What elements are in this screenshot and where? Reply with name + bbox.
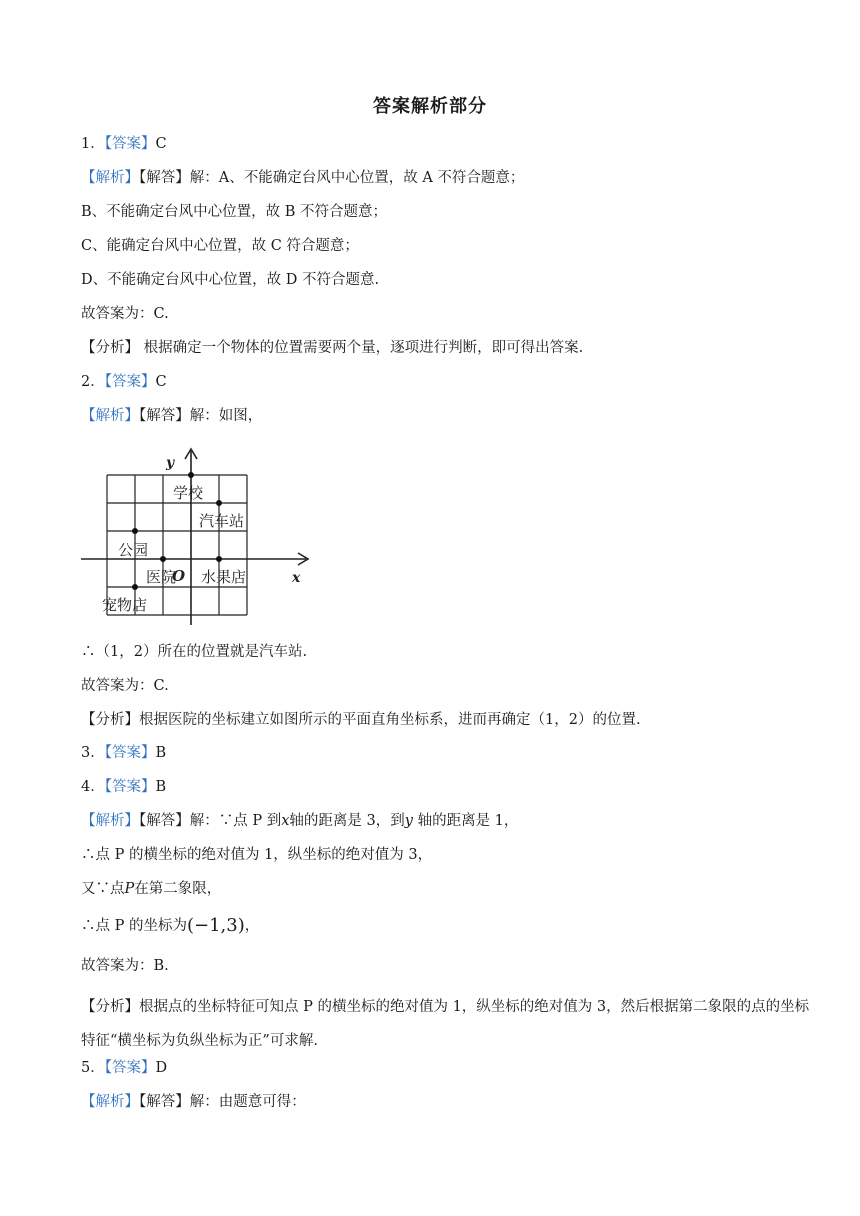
q1-text-4: D、不能确定台风中心位置，故 D 不符合题意.	[81, 272, 380, 288]
q4-x-symbol: x	[281, 813, 290, 829]
q4-text-1b: 轴的距离是 3，到	[289, 813, 405, 829]
q1-answer: C	[155, 136, 167, 152]
answer-tag: 【答案】	[104, 745, 156, 761]
q2-text-2: ∴（1，2）所在的位置就是汽车站.	[81, 644, 308, 660]
jieda-tag: 【解答】	[139, 408, 190, 424]
q4-text-2: ∴点 P 的横坐标的绝对值为 1，纵坐标的绝对值为 3，	[81, 847, 433, 863]
place-pet-store: 宠物店	[102, 596, 148, 614]
answer-tag: 【答案】	[104, 1060, 156, 1076]
q1-text-2: B、不能确定台风中心位置，故 B 不符合题意；	[81, 204, 388, 220]
q4-text-3a: 又∵点	[81, 881, 125, 897]
answer-tag: 【答案】	[104, 779, 156, 795]
q2-solution-line-1	[81, 406, 262, 426]
place-park: 公园	[118, 541, 149, 559]
jieda-tag: 【解答】	[139, 170, 190, 186]
jieda-tag: 【解答】	[139, 813, 190, 829]
q5-answer: D	[155, 1060, 168, 1076]
q3-number: 3．	[81, 745, 105, 761]
bus-station-dot	[216, 500, 222, 506]
place-fruit-store: 水果店	[201, 568, 247, 586]
q4-text-4b: ，	[244, 918, 260, 934]
q4-text-1a: 解：∵点 P 到	[189, 813, 282, 829]
q4-analysis-line	[81, 990, 811, 1058]
q4-text-3b: 在第二象限，	[134, 881, 222, 897]
q5-answer-line	[81, 1058, 167, 1078]
q4-p-symbol: P	[124, 881, 135, 897]
jiexi-tag: 【解析】	[81, 1094, 139, 1110]
q5-number: 5．	[81, 1060, 105, 1076]
q4-solution-line-1	[81, 811, 518, 831]
q2-number: 2．	[81, 374, 105, 390]
q2-answer-line	[81, 372, 167, 392]
jiexi-tag: 【解析】	[81, 170, 139, 186]
q4-y-symbol: y	[404, 813, 413, 829]
fruit-store-dot	[216, 556, 222, 562]
place-school: 学校	[173, 484, 204, 502]
y-axis-label: y	[166, 455, 175, 471]
q5-text-1: 解：由题意可得：	[189, 1094, 306, 1110]
q1-analysis: 根据确定一个物体的位置需要两个量，逐项进行判断，即可得出答案.	[139, 340, 584, 356]
x-axis-label: x	[292, 570, 301, 586]
page-title: 答案解析部分	[373, 96, 487, 117]
q1-text-3: C、能确定台风中心位置，故 C 符合题意；	[81, 238, 359, 254]
q5-solution-line-1	[81, 1092, 306, 1112]
fenxi-tag: 【分析】	[81, 340, 139, 356]
q1-solution-line-1	[81, 168, 524, 188]
q2-answer: C	[155, 374, 167, 390]
fenxi-tag: 【分析】	[81, 712, 139, 728]
place-bus-station: 汽车站	[199, 512, 245, 530]
answer-tag: 【答案】	[104, 374, 156, 390]
fenxi-tag: 【分析】	[81, 999, 139, 1015]
q1-answer-line	[81, 134, 167, 154]
q4-text-4-line	[81, 916, 259, 936]
park-dot	[132, 528, 138, 534]
school-dot	[188, 472, 194, 478]
q4-text-1c: 轴的距离是 1，	[412, 813, 519, 829]
q4-coordinate: (−1,3)	[186, 915, 245, 936]
q4-number: 4．	[81, 779, 105, 795]
q1-number: 1．	[81, 136, 105, 152]
hospital-dot	[160, 556, 166, 562]
q4-answer-line	[81, 777, 166, 797]
q1-analysis-line	[81, 338, 583, 358]
place-hospital: 医院	[146, 568, 177, 586]
q1-text-1: 解：A、不能确定台风中心位置，故 A 不符合题意；	[189, 170, 525, 186]
q4-analysis: 根据点的坐标特征可知点 P 的横坐标的绝对值为 1，纵坐标的绝对值为 3，然后根据第二象限的点的坐标特征“横坐标为负纵坐标为正”可求解.	[81, 999, 810, 1049]
q2-text-1: 解：如图，	[189, 408, 263, 424]
pet-store-dot	[132, 584, 138, 590]
q2-analysis-line	[81, 710, 641, 730]
origin-label: O	[172, 567, 186, 585]
jiexi-tag: 【解析】	[81, 408, 139, 424]
q4-text-3-line	[81, 879, 221, 899]
q1-final-answer: 故答案为：C.	[81, 306, 169, 322]
coordinate-grid-figure	[78, 447, 314, 629]
jieda-tag: 【解答】	[139, 1094, 190, 1110]
q3-answer: B	[155, 745, 167, 761]
answer-tag: 【答案】	[104, 136, 156, 152]
q4-final-answer: 故答案为：B.	[81, 958, 169, 974]
q2-final-answer: 故答案为：C.	[81, 678, 169, 694]
q2-analysis: 根据医院的坐标建立如图所示的平面直角坐标系，进而再确定（1，2）的位置.	[139, 712, 641, 728]
q4-text-4a: ∴点 P 的坐标为	[81, 918, 187, 934]
q3-answer-line	[81, 743, 166, 763]
jiexi-tag: 【解析】	[81, 813, 139, 829]
q4-answer: B	[155, 779, 167, 795]
